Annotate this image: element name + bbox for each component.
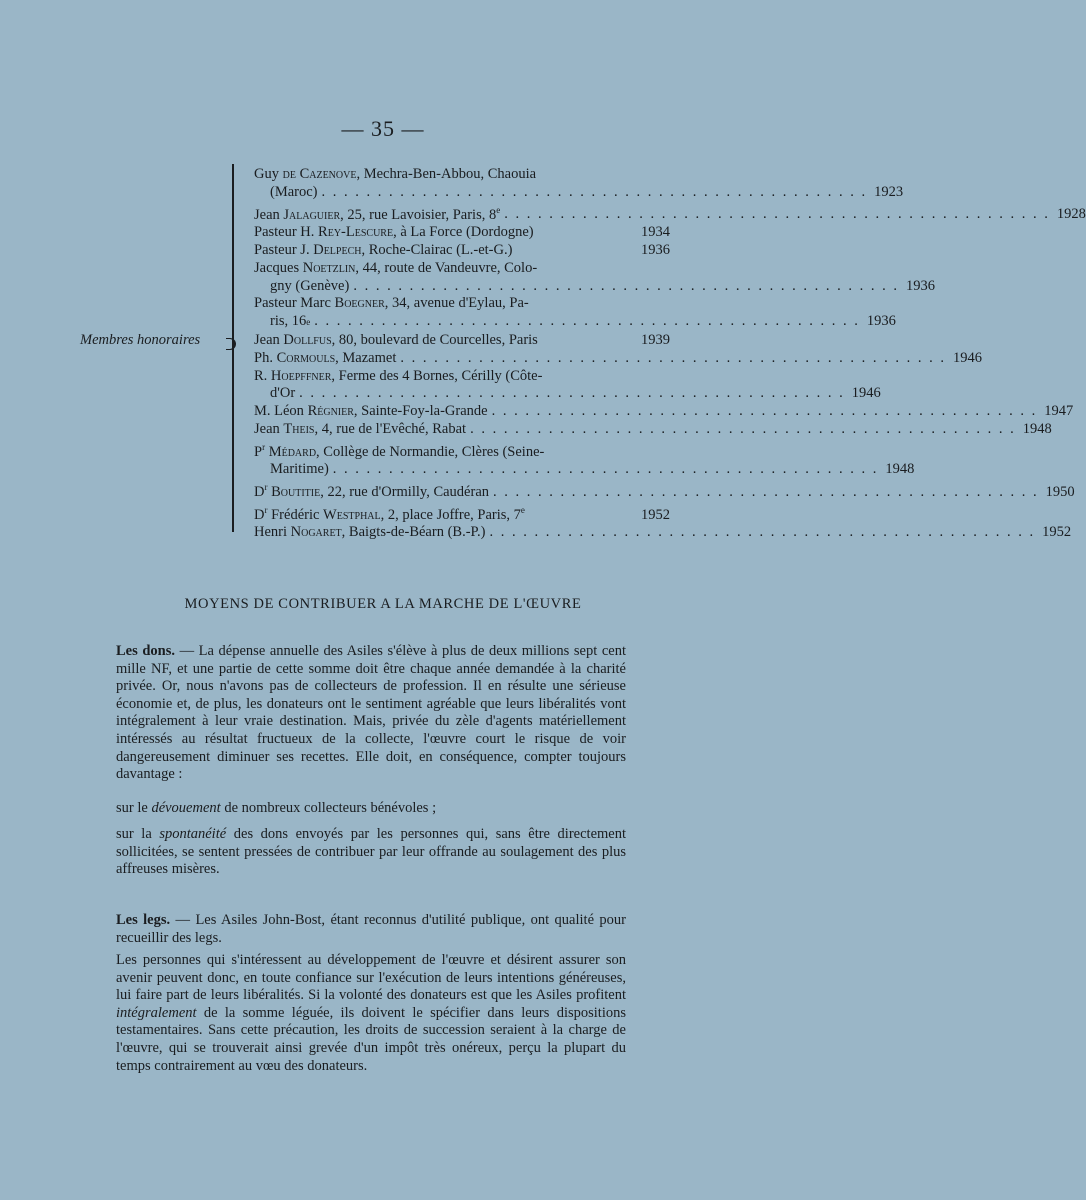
member-prefix: Jean — [254, 206, 284, 223]
member-prefix-2: Frédéric — [267, 506, 324, 523]
member-prefix: Pasteur H. — [254, 224, 319, 241]
leader-dots: . . . . . . . . . . . . . . . . . . . . . . . . . . . . . . . . . . . . . . . . . . . . . . . . . — [314, 313, 860, 330]
member-year: 1928 — [1056, 206, 1086, 223]
member-entry — [254, 295, 896, 332]
dons-heading: Les dons. — [116, 643, 175, 659]
member-address: , 80, boulevard de Courcelles, Paris — [331, 332, 538, 348]
member-address: , 22, rue d'Ormilly, Caudéran — [320, 484, 490, 501]
member-text — [254, 403, 488, 421]
member-line — [254, 242, 670, 260]
leader-dots: . . . . . . . . . . . . . . . . . . . . . . . . . . . . . . . . . . . . . . . . . . . . . . . . . — [489, 524, 1036, 541]
member-name: Boutitie — [271, 484, 321, 501]
member-text — [254, 502, 525, 525]
member-text — [254, 242, 512, 260]
member-entry — [254, 439, 915, 479]
dons-item1-prefix: sur le — [116, 800, 152, 816]
member-line — [254, 349, 982, 368]
member-name: Jalaguier — [283, 206, 341, 223]
member-entry — [254, 259, 935, 296]
member-year: 1948 — [885, 461, 915, 478]
member-entry — [254, 332, 670, 350]
member-name: Médard — [268, 443, 317, 460]
member-title-superscript: r — [264, 504, 268, 515]
member-line — [254, 224, 670, 242]
member-address: , Collège de Normandie, Clères (Seine- — [316, 443, 545, 460]
page-number: — 35 — — [341, 116, 425, 141]
member-name: Boegner — [334, 295, 385, 312]
dons-paragraph — [116, 643, 626, 784]
section-title: MOYENS DE CONTRIBUER A LA MARCHE DE L'ŒUVRE — [184, 596, 582, 612]
member-year: 1923 — [874, 183, 904, 200]
member-line — [254, 277, 935, 296]
member-address: , Sainte-Foy-la-Grande — [353, 403, 488, 420]
member-prefix: P — [254, 443, 263, 460]
member-year: 1948 — [1022, 420, 1052, 437]
member-text — [254, 439, 544, 462]
member-name: de Cazenove — [282, 166, 357, 182]
member-year: 1939 — [641, 332, 670, 348]
member-year: 1936 — [641, 242, 670, 259]
dons-item2-rest: des dons envoyés par les personnes qui, sans être directement sollicitées, se sentent pressées de contribuer par leur offrande au soulagement des plus affreuses misères. — [116, 826, 626, 878]
member-text — [254, 202, 500, 225]
member-text — [254, 260, 537, 278]
member-prefix: Jean — [254, 420, 284, 437]
member-name: Noetzlin — [302, 259, 356, 276]
member-prefix: D — [254, 506, 265, 523]
member-year: 1952 — [641, 506, 670, 523]
leader-dots: . . . . . . . . . . . . . . . . . . . . . . . . . . . . . . . . . . . . . . . . . . . . . . . . . — [321, 183, 868, 200]
legs-heading: Les legs. — [116, 912, 171, 928]
member-entry — [254, 479, 1075, 502]
member-text — [254, 524, 485, 542]
member-text — [254, 332, 538, 350]
member-year: 1934 — [641, 224, 670, 241]
member-text — [254, 421, 466, 439]
member-prefix: Guy — [254, 166, 283, 182]
member-continuation: gny (Genève) — [270, 277, 350, 294]
member-address: , Ferme des 4 Bornes, Cérilly (Côte- — [331, 367, 543, 384]
member-year: 1936 — [866, 313, 896, 330]
member-prefix: Pasteur J. — [254, 242, 314, 259]
dons-item2-prefix: sur la — [116, 826, 160, 842]
member-line — [254, 420, 1052, 439]
member-line — [254, 295, 670, 313]
member-address: , 25, rue Lavoisier, Paris, 8 — [340, 206, 497, 223]
member-text — [254, 350, 396, 368]
member-line — [254, 183, 904, 202]
legs-p2-rest: de la somme léguée, ils doivent le spécifier dans leurs dispositions testamentaires. Sans cette précaution, les droits de succession seraient à la charge de l'œuvre, qui se trouverait ainsi grevée d'un impôt très onéreux, perçu la plupart du temps contrairement au vœu des donateurs. — [116, 1004, 626, 1074]
leader-dots: . . . . . . . . . . . . . . . . . . . . . . . . . . . . . . . . . . . . . . . . . . . . . . . . . — [493, 484, 1039, 501]
member-address: , Mechra-Ben-Abbou, Chaouia — [356, 166, 537, 182]
leader-dots: . . . . . . . . . . . . . . . . . . . . . . . . . . . . . . . . . . . . . . . . . . . . . . . . . — [332, 461, 879, 478]
member-continuation: Maritime) — [270, 461, 329, 478]
member-line — [254, 461, 915, 479]
member-continuation: d'Or — [270, 385, 296, 402]
dons-text: — La dépense annuelle des Asiles s'élève à plus de deux millions sept cent mille NF, et une partie de cette somme doit être chaque année demandée à la charité privée. Or, nous n'avons pas de collecteurs de profession. Il en résulte une sérieuse économie et, de plus, les donateurs ont le sentiment agréable que leurs libéralités vont intégralement à leur vraie destination. Mais, privée du zèle d'agents matériellement intéressés au résultat fructueux de la collecte, l'œuvre court le risque de voir dangereusement diminuer ses recettes. Elle doit, en conséquence, compter toujours davantage : — [116, 643, 627, 783]
member-entry — [254, 420, 1052, 439]
member-prefix: D — [254, 484, 265, 501]
member-entry — [254, 242, 670, 260]
member-text — [254, 368, 542, 386]
member-entry — [254, 202, 1086, 225]
member-address: , 34, avenue d'Eylau, Pa- — [384, 295, 529, 312]
member-entry — [254, 349, 982, 368]
member-name: Cormouls — [276, 349, 336, 366]
legs-p2-emphasis: intégralement — [116, 1004, 197, 1021]
member-line — [254, 166, 670, 184]
member-prefix: Henri — [254, 524, 291, 541]
member-line — [254, 524, 1072, 542]
leader-dots: . . . . . . . . . . . . . . . . . . . . . . . . . . . . . . . . . . . . . . . . . . . . . . . . . — [470, 420, 1016, 437]
members-label: Membres honoraires — [80, 332, 201, 348]
member-line — [254, 332, 670, 350]
member-name: Hoepffner — [270, 367, 332, 384]
member-address: , Roche-Clairac (L.-et-G.) — [361, 242, 513, 259]
member-entry — [254, 224, 670, 242]
member-text — [254, 479, 489, 502]
member-entry — [254, 403, 1074, 421]
leader-dots: . . . . . . . . . . . . . . . . . . . . . . . . . . . . . . . . . . . . . . . . . . . . . . . . . — [400, 349, 946, 366]
member-prefix: R. — [254, 367, 271, 384]
member-name: Theis — [283, 420, 315, 437]
member-name: Delpech — [313, 242, 362, 259]
member-address: , Baigts-de-Béarn (B.-P.) — [341, 524, 486, 541]
dons-item1-rest: de nombreux collecteurs bénévoles ; — [220, 800, 437, 816]
member-address: , Mazamet — [335, 349, 397, 366]
member-line — [254, 502, 670, 525]
member-text — [254, 166, 536, 184]
member-name: Rey-Lescure — [318, 224, 394, 241]
member-address-superscript: e — [520, 504, 525, 515]
member-name: Westphal — [323, 506, 381, 523]
member-line — [254, 260, 670, 278]
member-address: , 4, rue de l'Evêché, Rabat — [314, 420, 467, 437]
member-line — [254, 368, 670, 386]
member-entry — [254, 502, 670, 525]
member-line — [254, 439, 670, 462]
member-entry — [254, 166, 904, 202]
member-line — [254, 479, 1075, 502]
dons-item1-emphasis: dévouement — [151, 800, 221, 816]
leader-dots: . . . . . . . . . . . . . . . . . . . . . . . . . . . . . . . . . . . . . . . . . . . . . . . . . — [491, 403, 1038, 420]
member-entry — [254, 367, 881, 404]
leader-dots: . . . . . . . . . . . . . . . . . . . . . . . . . . . . . . . . . . . . . . . . . . . . . . . . . — [353, 277, 899, 294]
member-year: 1946 — [851, 385, 881, 402]
member-address: , 2, place Joffre, Paris, 7 — [380, 506, 521, 523]
dons-item2-emphasis: spontanéité — [159, 826, 227, 842]
member-address: , à La Force (Dordogne) — [393, 224, 534, 241]
legs-paragraph-2 — [116, 952, 626, 1075]
member-continuation: ris, 16 — [270, 313, 307, 330]
member-year: 1947 — [1044, 403, 1074, 420]
members-list — [254, 166, 1086, 542]
member-year: 1950 — [1045, 484, 1075, 501]
member-address-superscript: e — [496, 204, 501, 215]
member-address: , 44, route de Vandeuvre, Colo- — [355, 259, 538, 276]
member-line — [254, 313, 896, 332]
legs-text: — Les Asiles John-Bost, étant reconnus d'utilité publique, ont qualité pour recueillir des legs. — [116, 912, 626, 946]
member-text — [254, 295, 529, 313]
member-year: 1946 — [952, 349, 982, 366]
member-address-superscript: e — [306, 317, 311, 328]
leader-dots: . . . . . . . . . . . . . . . . . . . . . . . . . . . . . . . . . . . . . . . . . . . . . . . . . — [299, 385, 845, 402]
legs-p2-prefix: Les personnes qui s'intéressent au développement de l'œuvre et désirent assurer son avenir peuvent donc, en toute confiance sur l'exécution de leurs intentions généreuses, lui faire part de leurs libéralités. Si la volonté des donateurs est que les Asiles profitent — [116, 952, 626, 1004]
member-prefix: Pasteur Marc — [254, 295, 335, 312]
member-continuation: (Maroc) — [270, 183, 318, 200]
member-prefix: M. Léon — [254, 403, 308, 420]
dons-item-spontaneite — [116, 826, 626, 879]
dons-item-devouement — [116, 800, 626, 818]
member-text — [254, 224, 534, 242]
member-line — [254, 385, 881, 403]
member-title-superscript: r — [262, 441, 266, 452]
leader-dots: . . . . . . . . . . . . . . . . . . . . . . . . . . . . . . . . . . . . . . . . . . . . . . . . . — [504, 206, 1050, 223]
member-prefix: Ph. — [254, 349, 277, 366]
member-name: Dollfus — [283, 332, 332, 348]
member-title-superscript: r — [264, 482, 268, 493]
member-line — [254, 202, 1086, 225]
member-prefix: Jacques — [254, 259, 303, 276]
member-name: Nogaret — [290, 524, 342, 541]
member-year: 1936 — [905, 277, 935, 294]
member-name: Régnier — [307, 403, 354, 420]
member-entry — [254, 524, 1072, 542]
member-line — [254, 403, 1074, 421]
member-prefix: Jean — [254, 332, 284, 348]
legs-paragraph — [116, 912, 626, 947]
member-year: 1952 — [1042, 524, 1072, 541]
